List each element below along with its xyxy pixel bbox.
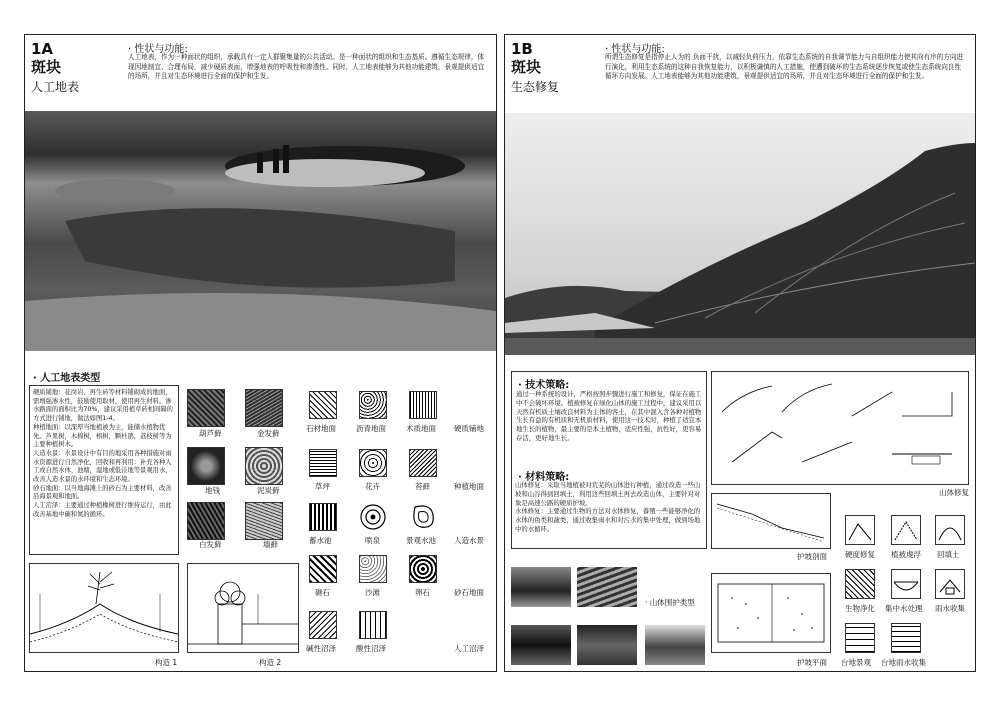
pattern-label-3: 木质地面 [406,424,436,433]
icon-label-3: 回填土 [937,550,960,559]
guard-photo-3 [511,625,571,665]
terrace-rain-icon [891,623,921,653]
slope-plan-caption: 护坡平面 [797,658,827,667]
pattern-label-14: 酸性沼泽 [356,644,386,653]
pattern-label-8: 喷泉 [365,536,380,545]
header-1a [25,35,496,109]
section-caption-2: 构造 2 [259,658,282,667]
plant-swatch-6 [245,502,283,540]
pattern-label-11: 沙滩 [365,588,380,597]
bio-purify-icon [845,569,875,599]
tech-text: 通过一种系统的设计，严格按照步骤进行施工和修复，保证在施工中不会破坏环境。植被修复在绿化山体的施工过程中，建议采用以天然有机质土壤改良材料为主体的客土，在其中混入含各种对植物生长有益的有机质和无机质材料，使用这一技术时，种植了适宜本地生长的植物，最主要的是本土植物，适应性强，抗性好，更容易存活，更好地生长。 [516,390,702,442]
plant-swatch-5 [187,502,225,540]
plant-label-5: 白发藓 [199,540,222,549]
header-1b [505,35,975,111]
plant-label-6: 墙藓 [263,540,278,549]
mountain-repair-caption: 山体修复 [939,488,969,497]
row-label-hard: 硬质铺地 [454,424,484,433]
types-heading: · 人工地表类型 [33,373,101,384]
plant-swatch-2 [245,389,283,427]
pattern-pebble [409,555,437,583]
plant-swatch-4 [245,447,283,485]
hard-repair-icon [845,515,875,545]
types-text: 硬质铺地：花岗岩、再生砖等材料铺砌成的地面，需增强渗水性，鼓励使用取材，使用再生材料。渗水路面的面积比为70%，建议采用植草砖相间隔的方式进行铺地，做法如图1-4。 种植地面：以深厚当地植被为主，能储水植物优先。芦果树，木棉树，榕树，颗杜鹃，荔枝树等为主要种植树木。 人造水景：水景设计中有目的地采用各种措施对雨水资源进行自然净化，回收和再利用：补充各种人工或自然水体、池塘，湿地或低洼地等景观用水，改善人造水景的水环境和生态环境。 砂石地面：以当地海滩上的砂石为主要材料，改善沿海景观和地面。 人工沼泽：主要通过种植橡树进行维持运行，由此改善基地中碳和氮的循环。 [33,389,173,518]
guard-photo-5 [645,625,705,665]
plant-swatch-1 [187,389,225,427]
page-1a [24,34,497,672]
page-subtitle: 生态修复 [511,80,560,94]
description-text: 所谓生态修复是指停止人为的 负面干扰，以减轻负荷压力，依靠生态系统的自我调节能力与自组织能力使其向有序的方向进行演化，利用生态系统的这种自我恢复能力，以积极谦慎的人工措施，使遭到破坏的生态系统逐步恢复或使生态系统向良性循环方向发展。人工地表能够为其他功能建筑，景观提供适宜的场所，并且对生态环境进行全面的保护和生发。 [605,53,964,80]
pattern-label-12: 卵石 [415,588,430,597]
page-title: 斑块 [511,58,542,76]
pond-photo [25,111,496,351]
material-text: 山体修复：采取当地植被对荒芜的山体进行种植，通过改造一些山坡和山谷得到回填土，利用这些回填土再去改造山体，主要针对对象是高速公路的硬质护坡。 水体修复：主要通过生物的方法对水体修复，養殖一些能够净化的水体的鱼类和蔬类，通过收集雨水和对污水的集中处理，做到场地中的水循环。 [515,481,701,533]
pattern-alkaline-marsh [309,611,337,639]
section-heading: · 性状与功能: [605,44,665,55]
pattern-stone [309,391,337,419]
icon-label-5: 集中水处理 [885,604,923,613]
plant-label-3: 地钱 [205,486,220,495]
row-label-sand: 砂石地面 [454,588,484,597]
description-text: 人工地表，作为一种面状的组织，承载具有一定人群聚集量的公共活动。是一种面状的组织和生态基质。遵循生态规律，体现因地制宜、合理布局，减少硬质表面，增强地表的呼吸性和渗透性。同时，人工地表能够为其他功能建筑，景观提供适宜的场所，并且对生态环境进行全面的保护和生发。 [128,53,485,80]
rain-collect-icon [935,569,965,599]
section-drawing-2 [187,563,299,653]
page-1b [504,34,976,672]
pattern-label-7: 蓄水池 [309,536,332,545]
page-subtitle: 人工地表 [31,80,80,94]
plant-swatch-3 [187,447,225,485]
plant-label-4: 泥炭藓 [257,486,280,495]
icon-label-4: 生物净化 [845,604,875,613]
row-label-marsh: 人工沼泽 [454,644,484,653]
plant-label-2: 金发藓 [257,429,280,438]
pattern-lawn [309,449,337,477]
page-code: 1A [31,40,54,58]
vegetation-icon [891,515,921,545]
section-caption-1: 构造 1 [155,658,178,667]
pattern-label-6: 苔藓 [415,482,430,491]
page-code: 1B [511,40,533,58]
slope-section-caption: 护坡剖面 [797,552,827,561]
guard-photo-4 [577,625,637,665]
pattern-wood [409,391,437,419]
plant-label-1: 葫芦藓 [199,429,222,438]
page-title: 斑块 [31,58,62,76]
guard-types-caption: · 山体围护类型 [645,598,695,607]
guard-photo-1 [511,567,571,607]
pattern-pool [409,503,437,531]
material-heading: · 材料策略: [518,472,570,483]
icon-label-7: 台地景观 [841,658,871,667]
terrace-icon [845,623,875,653]
row-label-plant: 种植地面 [454,482,484,491]
mountain-photo [505,113,975,355]
pattern-label-10: 礁石 [315,588,330,597]
pattern-label-2: 沥青地面 [356,424,386,433]
icon-label-8: 台地雨水收集 [881,658,926,667]
pattern-moss [409,449,437,477]
slope-plan-drawing [711,573,831,653]
row-label-water: 人造水景 [454,536,484,545]
pattern-label-9: 景观水池 [406,536,436,545]
water-treatment-icon [891,569,921,599]
pattern-label-4: 草坪 [315,482,330,491]
backfill-icon [935,515,965,545]
pattern-acid-marsh [359,611,387,639]
guard-photo-2 [577,567,637,607]
icon-label-1: 硬度修复 [845,550,875,559]
pattern-label-13: 碱性沼泽 [306,644,336,653]
section-drawing-1 [29,563,179,653]
slope-section-drawing [711,493,831,549]
pattern-reef [309,555,337,583]
pattern-beach [359,555,387,583]
pattern-label-1: 石材地面 [306,424,336,433]
pattern-fountain [359,503,387,531]
pattern-label-5: 花卉 [365,482,380,491]
pattern-flower [359,449,387,477]
icon-label-6: 雨水收集 [935,604,965,613]
icon-label-2: 植被虔浮 [891,550,921,559]
types-textbox [29,385,179,555]
slope-diagrams [711,371,969,485]
pattern-asphalt [359,391,387,419]
tech-heading: · 技术策略: [518,380,570,391]
section-heading: · 性状与功能: [128,44,188,55]
pattern-reservoir [309,503,337,531]
